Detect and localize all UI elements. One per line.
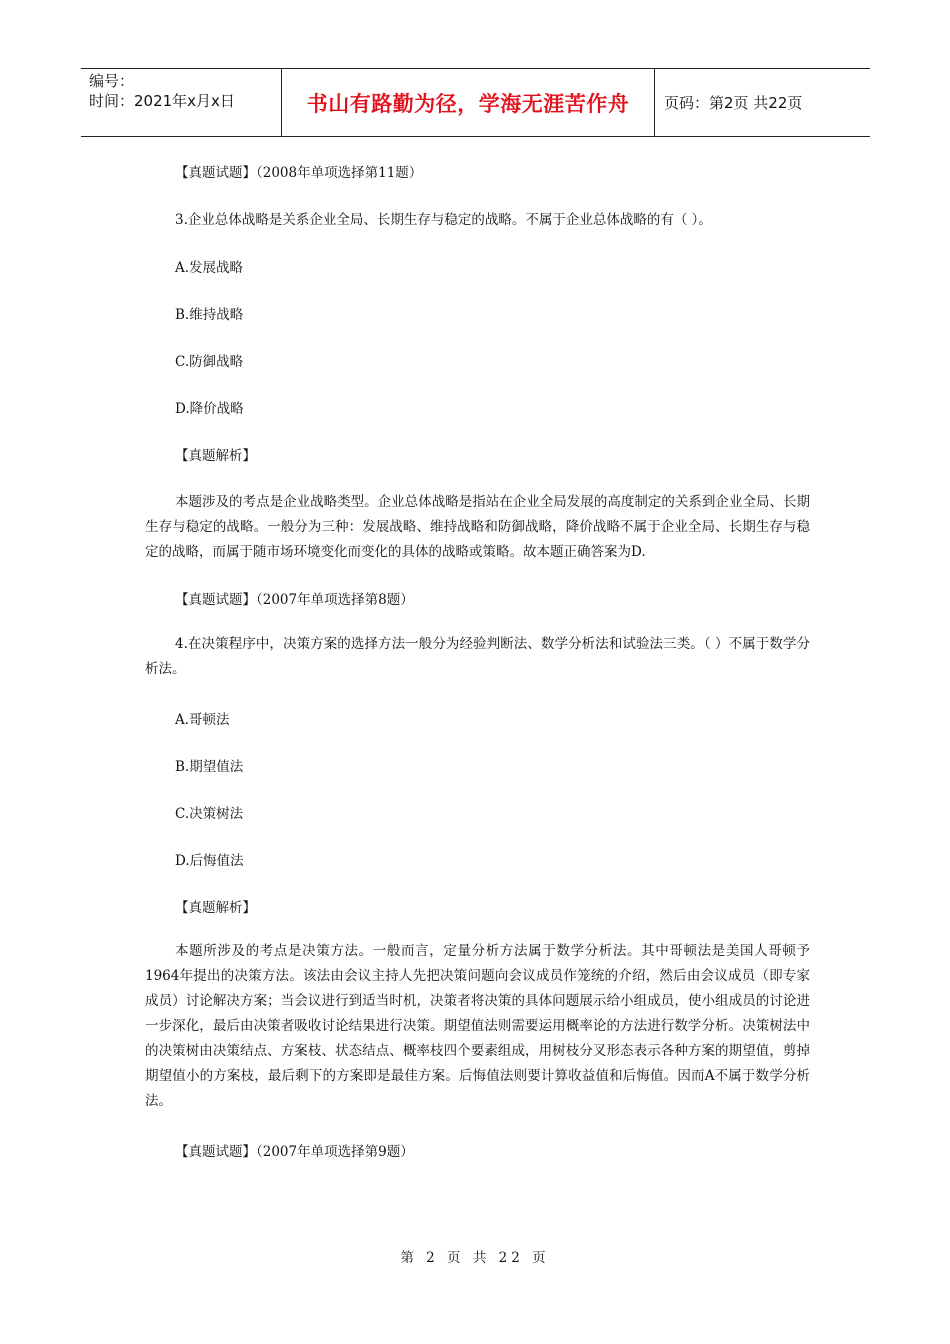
number-label: 编号： bbox=[89, 72, 135, 90]
option-c: C.决策树法 bbox=[175, 806, 244, 822]
option-d: D.降价战略 bbox=[175, 401, 244, 417]
analysis-text: 本题涉及的考点是企业战略类型。企业总体战略是指站在企业全局发展的高度制定的关系到企业全局、长期生存与稳定的战略。一般分为三种：发展战略、维持战略和防御战略，降价战略不属于企业全局、长期生存与稳定的战略，而属于随市场环境变化而变化的具体的战略或策略。故本题正确答案为D. bbox=[145, 494, 810, 560]
question-source: 【真题试题】（2007年单项选择第8题） bbox=[175, 592, 414, 608]
question-source: 【真题试题】（2008年单项选择第11题） bbox=[175, 165, 423, 181]
time-label: 时间：2021年x月x日 bbox=[89, 92, 235, 110]
header-motto-cell bbox=[282, 69, 655, 136]
header-page-info: 页码：第2页 共22页 bbox=[664, 94, 803, 112]
option-b: B.期望值法 bbox=[175, 759, 244, 775]
option-d: D.后悔值法 bbox=[175, 853, 244, 869]
question-source: 【真题试题】（2007年单项选择第9题） bbox=[175, 1144, 414, 1160]
option-a: A.发展战略 bbox=[175, 260, 244, 276]
option-c: C.防御战略 bbox=[175, 354, 244, 370]
header-meta bbox=[81, 69, 282, 136]
question-text: 4.在决策程序中，决策方案的选择方法一般分为经验判断法、数学分析法和试验法三类。（ ）不属于数学分析法。 bbox=[145, 636, 810, 677]
analysis-title: 【真题解析】 bbox=[175, 448, 256, 464]
motto: 书山有路勤为径，学海无涯苦作舟 bbox=[306, 91, 630, 116]
analysis-title: 【真题解析】 bbox=[175, 900, 256, 916]
option-b: B.维持战略 bbox=[175, 307, 244, 323]
question-text: 3.企业总体战略是关系企业全局、长期生存与稳定的战略。不属于企业总体战略的有（ ）。 bbox=[175, 212, 712, 228]
page-header bbox=[81, 68, 870, 137]
analysis-text: 本题所涉及的考点是决策方法。一般而言，定量分析方法属于数学分析法。其中哥顿法是美国人哥顿予1964年提出的决策方法。该法由会议主持人先把决策问题向会议成员作笼统的介绍，然后由会议成员（即专家成员）讨论解决方案；当会议进行到适当时机，决策者将决策的具体问题展示给小组成员，使小组成员的讨论进一步深化，最后由决策者吸收讨论结果进行决策。期望值法则需要运用概率论的方法进行数学分析。决策树法中的决策树由决策结点、方案枝、状态结点、概率枝四个要素组成，用树枝分叉形态表示各种方案的期望值，剪掉期望值小的方案枝，最后剩下的方案即是最佳方案。后悔值法则要计算收益值和后悔值。因而A不属于数学分析法。 bbox=[145, 943, 810, 1109]
option-a: A.哥顿法 bbox=[175, 712, 230, 728]
page-footer: 第 2 页 共 22 页 bbox=[400, 1250, 550, 1266]
